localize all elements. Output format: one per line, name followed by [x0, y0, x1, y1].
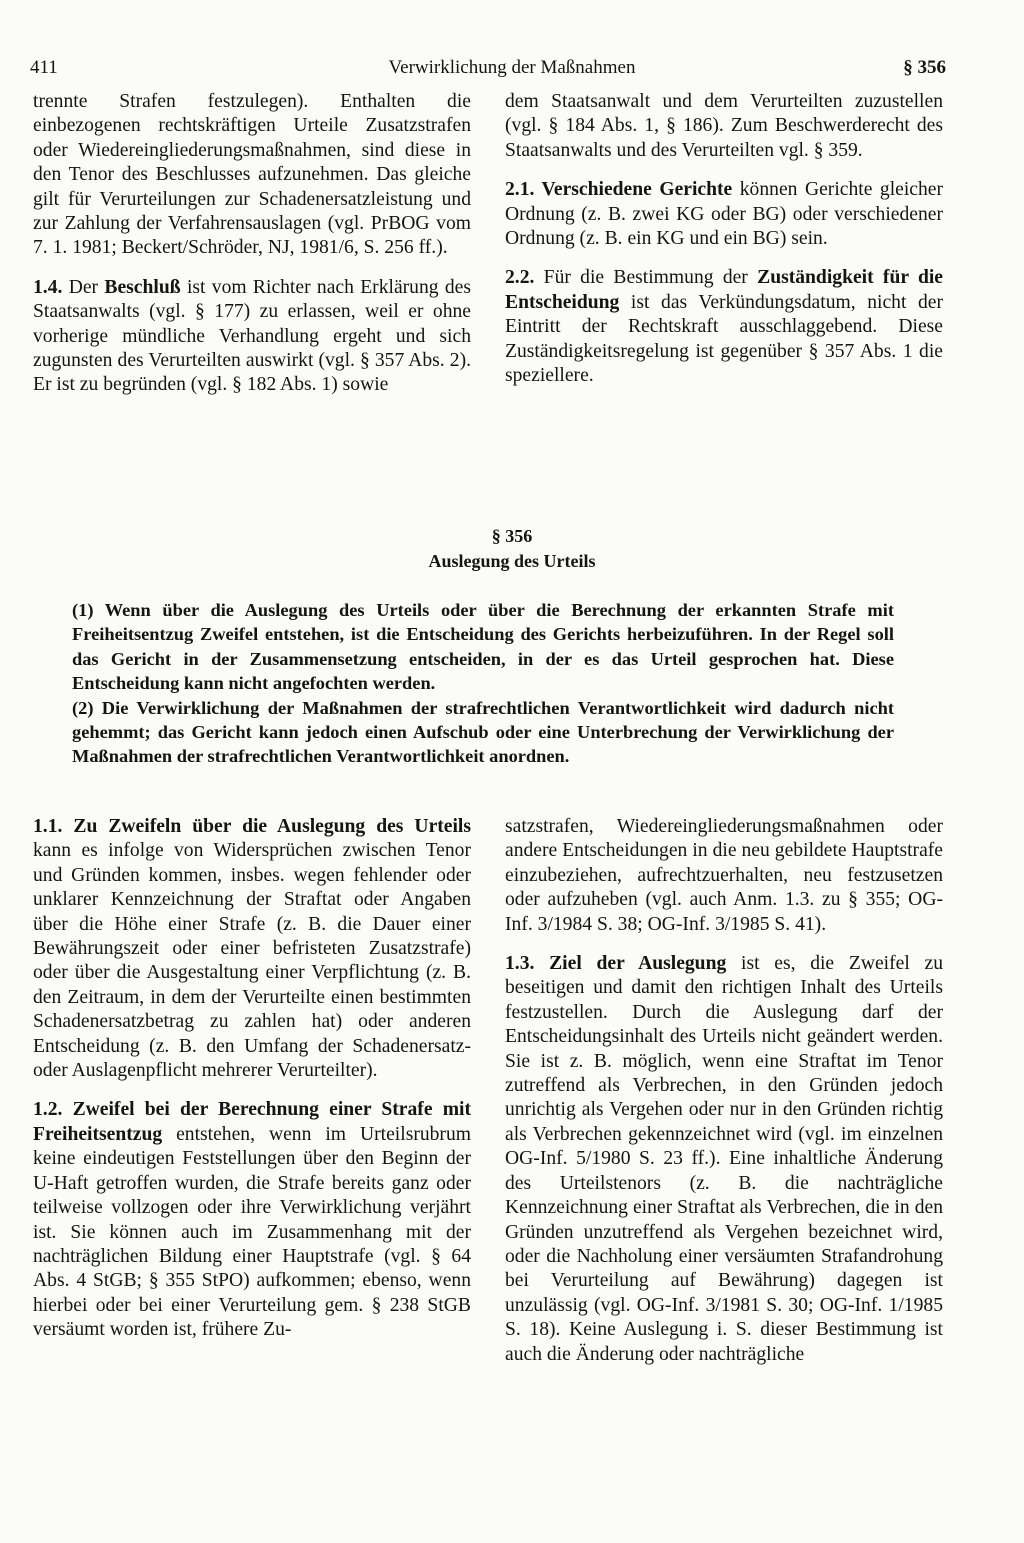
bold-term: Beschluß — [104, 276, 181, 298]
statute-text — [72, 598, 894, 769]
paragraph: 2.2. Für die Bestimmung der Zuständigkeit für die Entscheidung ist das Verkündungsdatum, nicht der Eintritt der Rechtskraft ausschlaggebend. Diese Zuständigkeitsregelung ist gegenüber § 357 Abs. 1 die speziellere. — [505, 267, 943, 387]
paragraph: trennte Strafen festzulegen). Enthalten die einbezogenen rechtskräftigen Urteile Zusatzstrafen oder Wiedereingliederungsmaßnahmen, sind diese in den Tenor des Beschlusses aufzunehmen. Das gleiche gilt für Verurteilungen zur Schadenersatzleistung und zur Zahlung der Verfahrensauslagen (vgl. PrBOG vom 7. 1. 1981; Beckert/Schröder, NJ, 1981/6, S. 256 ff.). — [33, 91, 471, 259]
bottom-right-column — [505, 815, 943, 1382]
paragraph: 1.2. Zweifel bei der Berechnung einer Strafe mit Freiheitsentzug entstehen, wenn im Urteilsrubrum keine eindeutigen Feststellungen über den Beginn der U-Haft getroffen wurden, die Strafe bereits ganz oder teilweise vollzogen oder ihre Verwirklichung verjährt ist. Sie können auch im Zusammenhang mit der nachträglichen Bildung einer Hauptstrafe (vgl. § 64 Abs. 4 StGB; § 355 StPO) aufkommen; ebenso, wenn hierbei oder bei einer Verurteilung gem. § 238 StGB versäumt worden ist, frühere Zu- — [33, 1099, 471, 1341]
statute-paragraph-2: (2) Die Verwirklichung der Maßnahmen der strafrechtlichen Verantwortlichkeit wird dadurch nicht gehemmt; das Gericht kann jedoch einen Aufschub oder eine Unterbrechung der Verwirklichung der Maßnahmen der strafrechtlichen Verantwortlichkeit anordnen. — [72, 697, 894, 767]
paragraph: satzstrafen, Wiedereingliederungsmaßnahmen oder andere Entscheidungen in die neu gebildete Hauptstrafe einzubeziehen, aufrechtzuerhalten, neu festzusetzen oder aufzuheben (vgl. auch Anm. 1.3. zu § 355; OG-Inf. 3/1984 S. 38; OG-Inf. 3/1985 S. 41). — [505, 816, 943, 935]
paragraph-heading: 1.2. Zweifel bei der Berechnung einer Strafe mit Freiheitsentzug — [33, 1099, 471, 1145]
paragraph: 1.4. Der Beschluß ist vom Richter nach Erklärung des Staatsanwalts (vgl. § 177) zu erlassen, weil er ohne vorherige mündliche Verhandlung ergeht und sich zugunsten des Verurteilten auswirkt (vgl. § 357 Abs. 2). Er ist zu begründen (vgl. § 182 Abs. 1) sowie — [33, 276, 471, 396]
paragraph: 1.1. Zu Zweifeln über die Auslegung des Urteils kann es infolge von Widersprüchen zwischen Tenor und Gründen kommen, insbes. wegen fehlender oder unklarer Kennzeichnung der Straftat oder Angaben über die Höhe einer Strafe (z. B. die Dauer einer Bewährungszeit oder einer befristeten Zusatzstrafe) oder über die Ausgestaltung einer Verpflichtung (z. B. den Zeitraum, in dem der Verurteilte einen bestimmten Schadenersatzbetrag zu zahlen hat) oder anderen Entscheidung (z. B. den Umfang der Schadenersatz- oder Auslagenpflicht mehrerer Verurteilter). — [33, 816, 471, 1082]
bold-term: Zuständigkeit für die Entscheidung — [505, 267, 943, 313]
section-marker: § 356 — [903, 57, 946, 78]
paragraph-number: 2.2. — [505, 267, 535, 289]
statute-paragraph-1: (1) Wenn über die Auslegung des Urteils oder über die Berechnung der erkannten Strafe mit Freiheitsentzug Zweifel entstehen, ist die Entscheidung des Gerichts herbeizuführen. In der Regel soll das Gericht in der Zusammensetzung entscheiden, in der es das Urteil gesprochen hat. Diese Entscheidung kann nicht angefochten werden. — [72, 600, 894, 694]
page-number: 411 — [30, 57, 58, 78]
paragraph-number: 1.4. — [33, 276, 63, 298]
running-title: Verwirklichung der Maßnahmen — [388, 57, 636, 78]
bottom-left-column — [33, 815, 471, 1358]
paragraph: 2.1. Verschiedene Gerichte können Gerichte gleicher Ordnung (z. B. zwei KG oder BG) oder verschiedener Ordnung (z. B. ein KG und ein BG) sein. — [505, 179, 943, 250]
top-right-column — [505, 90, 943, 403]
paragraph-heading: 1.3. Ziel der Auslegung — [505, 953, 727, 975]
paragraph-heading: 2.1. Verschiedene Gerichte — [505, 179, 733, 201]
paragraph-heading: 1.1. Zu Zweifeln über die Auslegung des Urteils — [33, 816, 471, 837]
section-number: § 356 — [491, 526, 533, 546]
paragraph: dem Staatsanwalt und dem Verurteilten zuzustellen (vgl. § 184 Abs. 1, § 186). Zum Beschwerderecht des Staatsanwalts und des Verurteilten vgl. § 359. — [505, 91, 943, 161]
top-left-column — [33, 90, 471, 413]
section-title: Auslegung des Urteils — [428, 551, 596, 571]
paragraph: 1.3. Ziel der Auslegung ist es, die Zweifel zu beseitigen und damit den richtigen Inhalt des Urteils festzustellen. Durch die Auslegung darf der Entscheidungsinhalt des Urteils nicht geändert werden. Sie ist z. B. möglich, wenn eine Straftat im Tenor zutreffend als Verbrechen, in den Gründen jedoch unrichtig als Vergehen oder nur in den Gründen richtig als Verbrechen gekennzeichnet wird (vgl. im einzelnen OG-Inf. 5/1980 S. 23 ff.). Eine inhaltliche Änderung des Urteilstenors (z. B. die nachträgliche Kennzeichnung einer Straftat als Verbrechen, die in den Gründen unzutreffend als Vergehen bezeichnet wird, oder die Nachholung einer versäumten Strafandrohung bei Verurteilung auf Bewährung) dagegen ist unzulässig (vgl. OG-Inf. 3/1981 S. 30; OG-Inf. 1/1985 S. 18). Keine Auslegung i. S. dieser Bestimmung ist auch die Änderung oder nachträgliche — [505, 953, 943, 1365]
